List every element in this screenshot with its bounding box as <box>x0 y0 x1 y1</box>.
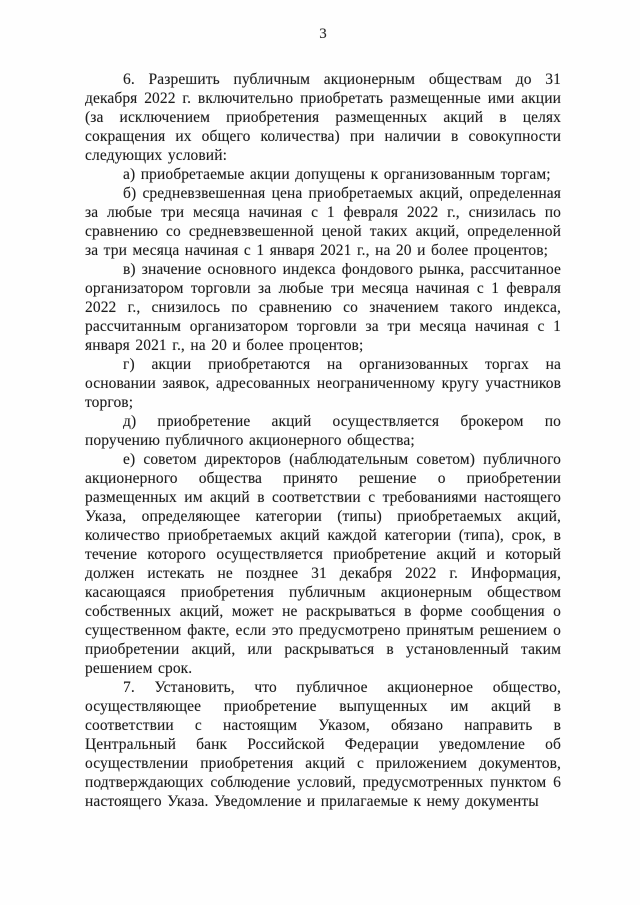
paragraph-clause-6-item-b: б) средневзвешенная цена приобретаемых акций, определенная за любые три месяца начиная с 1 февраля 2022 г., снизилась по сравнению со средневзвешенной ценой таких акций, определенной за три месяца начиная с 1 января 2021 г., на 20 и более процентов; <box>85 185 561 259</box>
paragraph-clause-7: 7. Установить, что публичное акционерное общество, осуществляющее приобретение выпущенных им акций в соответствии с настоящим Указом, обязано направить в Центральный банк Российской Федерации уведомление об осуществлении приобретения акций с приложением документов, подтверждающих соблюдение условий, предусмотренных пунктом 6 настоящего Указа. Уведомление и прилагаемые к нему документы <box>85 679 561 810</box>
page-number: 3 <box>319 26 327 42</box>
paragraph-clause-6-item-e: е) советом директоров (наблюдательным советом) публичного акционерного общества принято решение о приобретении размещенных им акций в соответствии с требованиями настоящего Указа, определяющее категории (типы) приобретаемых акций, количество приобретаемых акций каждой категории (типа), срок, в течение которого осуществляется приобретение акций и который должен истекать не позднее 31 декабря 2022 г. Информация, касающаяся приобретения публичным акционерным обществом собственных акций, может не раскрываться в форме сообщения о существенном факте, если это предусмотрено принятым решением о приобретении акций, или раскрываться в установленный таким решением срок. <box>85 451 561 677</box>
paragraph-clause-6-item-a: а) приобретаемые акции допущены к организованным торгам; <box>123 166 551 183</box>
paragraph-clause-6-item-g: г) акции приобретаются на организованных торгах на основании заявок, адресованных неограниченному кругу участников торгов; <box>85 356 561 411</box>
paragraph-clause-6-item-v: в) значение основного индекса фондового рынка, рассчитанное организатором торговли за любые три месяца начиная с 1 февраля 2022 г., снизилось по сравнению со значением такого индекса, рассчитанным организатором торговли за три месяца начиная с 1 января 2021 г., на 20 и более процентов; <box>85 261 561 354</box>
paragraph-clause-6-item-d: д) приобретение акций осуществляется брокером по поручению публичного акционерного общества; <box>85 413 561 449</box>
document-body <box>85 70 561 811</box>
paragraph-clause-6-intro: 6. Разрешить публичным акционерным обществам до 31 декабря 2022 г. включительно приобретать размещенные ими акции (за исключением приобретения размещенных акций в целях сокращения их общего количества) при наличии в совокупности следующих условий: <box>85 71 561 164</box>
